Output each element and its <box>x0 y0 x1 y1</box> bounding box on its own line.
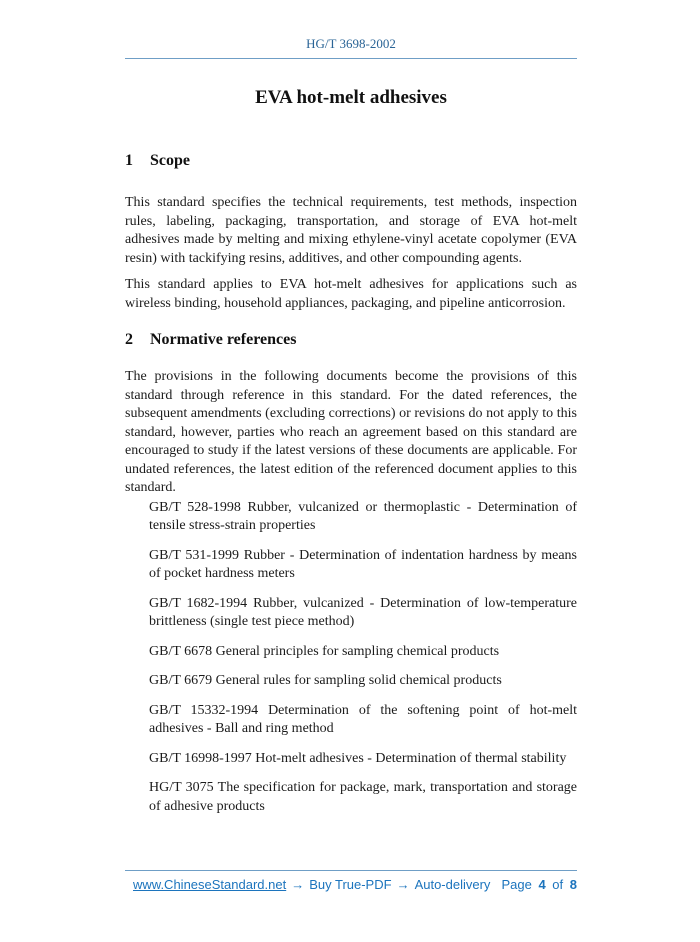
footer-delivery-label: Auto-delivery <box>414 877 491 892</box>
reference-item: GB/T 16998-1997 Hot-melt adhesives - Determination of thermal stability <box>149 750 567 766</box>
section-heading-normative-references <box>125 330 577 350</box>
of-label: of <box>552 877 564 892</box>
header-divider <box>125 58 577 59</box>
reference-item: GB/T 528-1998 Rubber, vulcanized or thermoplastic - Determination of tensile stress-strain properties <box>149 499 577 533</box>
footer-links <box>133 877 490 893</box>
page-current: 4 <box>538 877 546 892</box>
normative-references-intro: The provisions in the following documents become the provisions of this standard through reference in this standard. For the dated references, the subsequent amendments (excluding corrections) or revisions do not apply to this standard, however, parties who reach an agreement based on this standard are encouraged to study if the latest versions of these documents are applicable. For undated references, the latest edition of the referenced document applies to this standard. <box>125 369 577 495</box>
reference-item: GB/T 1682-1994 Rubber, vulcanized - Determination of low-temperature brittleness (single test piece method) <box>149 595 577 629</box>
reference-item: HG/T 3075 The specification for package, mark, transportation and storage of adhesive products <box>149 780 577 814</box>
footer-buy-label: Buy True-PDF <box>309 877 392 892</box>
page-footer <box>125 870 577 893</box>
arrow-right-icon: → <box>396 877 410 892</box>
reference-item: GB/T 531-1999 Rubber - Determination of indentation hardness by means of pocket hardness meters <box>149 547 577 581</box>
scope-paragraph-2: This standard applies to EVA hot-melt adhesives for applications such as wireless binding, household appliances, packaging, and pipeline anticorrosion. <box>125 277 577 311</box>
arrow-right-icon: → <box>291 877 305 892</box>
reference-item: GB/T 6678 General principles for sampling chemical products <box>149 643 500 659</box>
footer-divider <box>125 870 577 871</box>
page-indicator <box>498 877 577 893</box>
section-label: Normative references <box>150 331 297 348</box>
reference-item: GB/T 15332-1994 Determination of the softening point of hot-melt adhesives - Ball and ring method <box>149 702 577 736</box>
section-number: 2 <box>125 331 133 348</box>
site-link[interactable]: www.ChineseStandard.net <box>133 877 287 892</box>
reference-item: GB/T 6679 General rules for sampling solid chemical products <box>149 673 502 688</box>
standard-code: HG/T 3698-2002 <box>306 36 396 51</box>
scope-paragraph-1: This standard specifies the technical requirements, test methods, inspection rules, labeling, packaging, transportation, and storage of EVA hot-melt adhesives made by melting and mixing ethylene-vinyl acetate copolymer (EVA resin) with tackifying resins, additives, and other compounding agents. <box>125 195 577 266</box>
section-number: 1 <box>125 152 133 169</box>
document-page <box>0 36 700 942</box>
page-total: 8 <box>569 877 577 892</box>
document-title: EVA hot-melt adhesives <box>255 87 447 108</box>
section-heading-scope <box>125 151 577 171</box>
page-label: Page <box>501 877 532 892</box>
section-label: Scope <box>150 152 190 169</box>
